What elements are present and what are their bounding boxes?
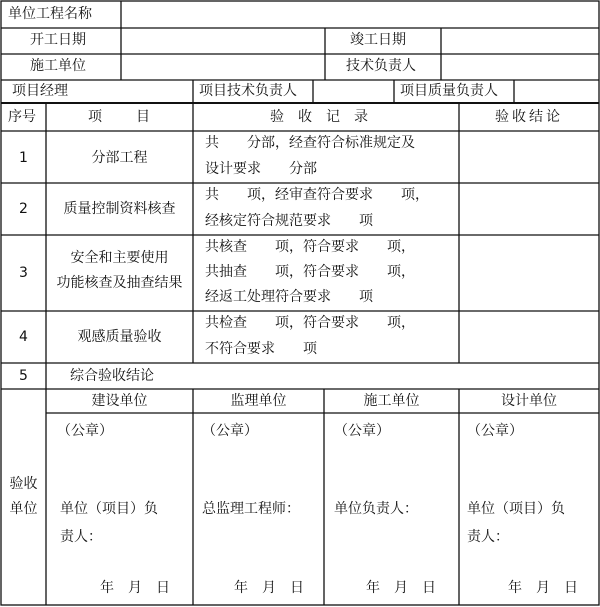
completion-date-label: 竣工日期 (350, 32, 406, 48)
row-2-item: 质量控制资料核查 (63, 201, 176, 217)
seal-owner: （公章） (57, 423, 113, 439)
acceptance-label-line-2: 单位 (9, 501, 38, 517)
project-manager-label: 项目经理 (12, 83, 68, 99)
unit-name-owner: 建设单位 (91, 393, 148, 409)
unit-name-construction: 施工单位 (363, 393, 420, 409)
row-3-record-line-2: 共抽查 项，符合要求 项， (205, 264, 415, 280)
signer-construction: 单位负责人： (334, 501, 418, 517)
row-1-record-line-2: 设计要求 分部 (205, 161, 317, 177)
signer-owner-line-1: 单位（项目）负 (60, 501, 158, 517)
seal-supervision: （公章） (202, 423, 258, 439)
seq-header: 序号 (8, 109, 36, 125)
unit-name-supervision: 监理单位 (230, 393, 287, 409)
acceptance-label-line-1: 验收 (9, 476, 38, 492)
project-name-label: 单位工程名称 (8, 6, 92, 22)
row-3-no: 3 (19, 265, 28, 281)
project-tech-lead-label: 项目技术负责人 (199, 83, 297, 99)
start-date-label: 开工日期 (30, 32, 86, 48)
signer-design-line-2: 责人： (467, 529, 509, 545)
technical-lead-label: 技术负责人 (346, 58, 416, 74)
construction-unit-label: 施工单位 (30, 58, 86, 74)
record-header: 验收记录 (270, 109, 382, 125)
row-4-item: 观感质量验收 (77, 329, 162, 345)
row-4-no: 4 (19, 329, 28, 345)
summary-no: 5 (19, 368, 28, 384)
date-construction: 年 月 日 (366, 580, 436, 596)
summary-label: 综合验收结论 (70, 368, 154, 384)
signer-supervision: 总监理工程师： (202, 501, 300, 517)
row-2-record-line-1: 共 项，经审查符合要求 项， (205, 187, 429, 203)
signer-owner-line-2: 责人： (60, 529, 102, 545)
row-3-record-line-1: 共核查 项，符合要求 项， (205, 239, 415, 255)
row-3-record-line-3: 经返工处理符合要求 项 (205, 289, 373, 305)
unit-name-design: 设计单位 (501, 393, 557, 409)
row-1-record-line-1: 共 分部，经查符合标准规定及 (205, 135, 415, 151)
date-design: 年 月 日 (508, 580, 578, 596)
seal-construction: （公章） (334, 423, 390, 439)
row-3-item-line-2: 功能核查及抽查结果 (56, 275, 183, 291)
row-2-no: 2 (19, 201, 28, 217)
row-1-item: 分部工程 (91, 150, 148, 166)
signer-design-line-1: 单位（项目）负 (467, 501, 565, 517)
row-4-record-line-2: 不符合要求 项 (205, 341, 317, 357)
item-header-a: 项 (88, 109, 102, 125)
date-supervision: 年 月 日 (234, 580, 304, 596)
item-header-b: 目 (136, 109, 150, 125)
conclusion-header: 验收结论 (495, 109, 563, 125)
date-owner: 年 月 日 (100, 580, 170, 596)
project-quality-lead-label: 项目质量负责人 (400, 83, 498, 99)
row-1-no: 1 (19, 150, 28, 166)
row-3-item-line-1: 安全和主要使用 (70, 250, 169, 266)
seal-design: （公章） (467, 423, 523, 439)
row-2-record-line-2: 经核定符合规范要求 项 (205, 213, 373, 229)
row-4-record-line-1: 共检查 项，符合要求 项， (205, 315, 415, 331)
